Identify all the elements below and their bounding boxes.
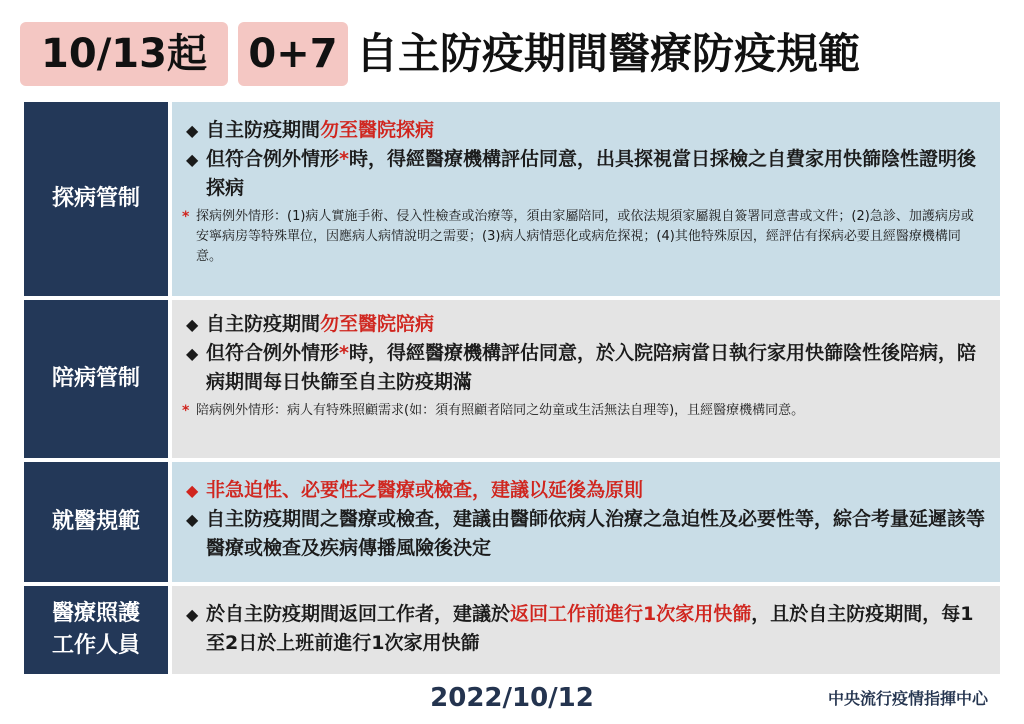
row-category: 探病管制: [24, 102, 168, 296]
table-row: [24, 586, 1000, 674]
bullet-text: 時，得經醫療機構評估同意，出具探視當日採檢之自費家用快篩陰性證明後探病: [206, 148, 976, 199]
footnote-text: 探病例外情形：(1)病人實施手術、侵入性檢查或治療等，須由家屬陪同，或依法規須家屬親自簽署同意書或文件；(2)急診、加護病房或安寧病房等特殊單位，因應病人病情說明之需要；(3)病人病情惡化或病危探視；(4)其他特殊原因，經評估有探病必要且經醫療機構同意。: [196, 209, 974, 264]
diamond-bullet-icon: ◆: [186, 150, 199, 169]
footnote-text: 陪病例外情形：病人有特殊照顧需求(如：須有照顧者陪同之幼童或生活無法自理等)，且經醫療機構同意。: [196, 403, 805, 418]
diamond-bullet-icon: ◆: [186, 605, 199, 624]
bullet-text: 自主防疫期間之醫療或檢查，建議由醫師依病人治療之急迫性及必要性等，綜合考量延遲該等醫療或檢查及疾病傳播風險後決定: [206, 508, 986, 559]
row-category: 陪病管制: [24, 300, 168, 458]
bullet-item: [182, 310, 986, 339]
row-content: [172, 102, 1000, 296]
bullet-highlight: 非急迫性、必要性之醫療或檢查，建議以延後為原則: [206, 479, 644, 501]
row-category: 就醫規範: [24, 462, 168, 582]
rules-table: [24, 102, 1000, 678]
row-content: [172, 586, 1000, 674]
row-content: [172, 462, 1000, 582]
row-content: [172, 300, 1000, 458]
diamond-bullet-icon: ◆: [186, 481, 199, 500]
bullet-highlight: 返回工作前進行1次家用快篩: [510, 603, 752, 625]
bullet-text: 時，得經醫療機構評估同意，於入院陪病當日執行家用快篩陰性後陪病，陪病期間每日快篩至自主防疫期滿: [206, 342, 976, 393]
bullet-item: [182, 339, 986, 397]
asterisk-mark: *: [339, 342, 349, 364]
bullet-item: [182, 505, 986, 563]
bullet-text: 自主防疫期間: [206, 313, 321, 335]
bullet-text: 但符合例外情形: [206, 342, 340, 364]
publish-date: 2022/10/12: [430, 683, 594, 713]
header: [20, 20, 1010, 92]
bullet-highlight: 勿至醫院探病: [320, 119, 435, 141]
diamond-bullet-icon: ◆: [186, 510, 199, 529]
page-title: 自主防疫期間醫療防疫規範: [356, 29, 861, 78]
table-row: [24, 300, 1000, 458]
row-category: 醫療照護 工作人員: [24, 586, 168, 674]
bullet-item: [182, 600, 986, 658]
asterisk-icon: *: [182, 209, 190, 225]
asterisk-mark: *: [339, 148, 349, 170]
bullet-item: [182, 476, 986, 505]
bullet-text: 但符合例外情形: [206, 148, 340, 170]
bullet-text: ，且於自主防疫期間，每1至2日於上班前進行1次家用快篩: [206, 603, 974, 654]
bullet-text: 於自主防疫期間返回工作者，建議於: [206, 603, 511, 625]
bullet-highlight: 勿至醫院陪病: [320, 313, 435, 335]
table-row: [24, 102, 1000, 296]
footnote: [182, 207, 986, 267]
asterisk-icon: *: [182, 403, 190, 419]
date-badge: 10/13起: [20, 22, 228, 86]
diamond-bullet-icon: ◆: [186, 121, 199, 140]
table-row: [24, 462, 1000, 582]
diamond-bullet-icon: ◆: [186, 344, 199, 363]
diamond-bullet-icon: ◆: [186, 315, 199, 334]
footnote: [182, 401, 986, 421]
rule-badge: 0+7: [238, 22, 348, 86]
issuing-organization: 中央流行疫情指揮中心: [827, 689, 988, 708]
bullet-item: [182, 116, 986, 145]
bullet-item: [182, 145, 986, 203]
bullet-text: 自主防疫期間: [206, 119, 321, 141]
